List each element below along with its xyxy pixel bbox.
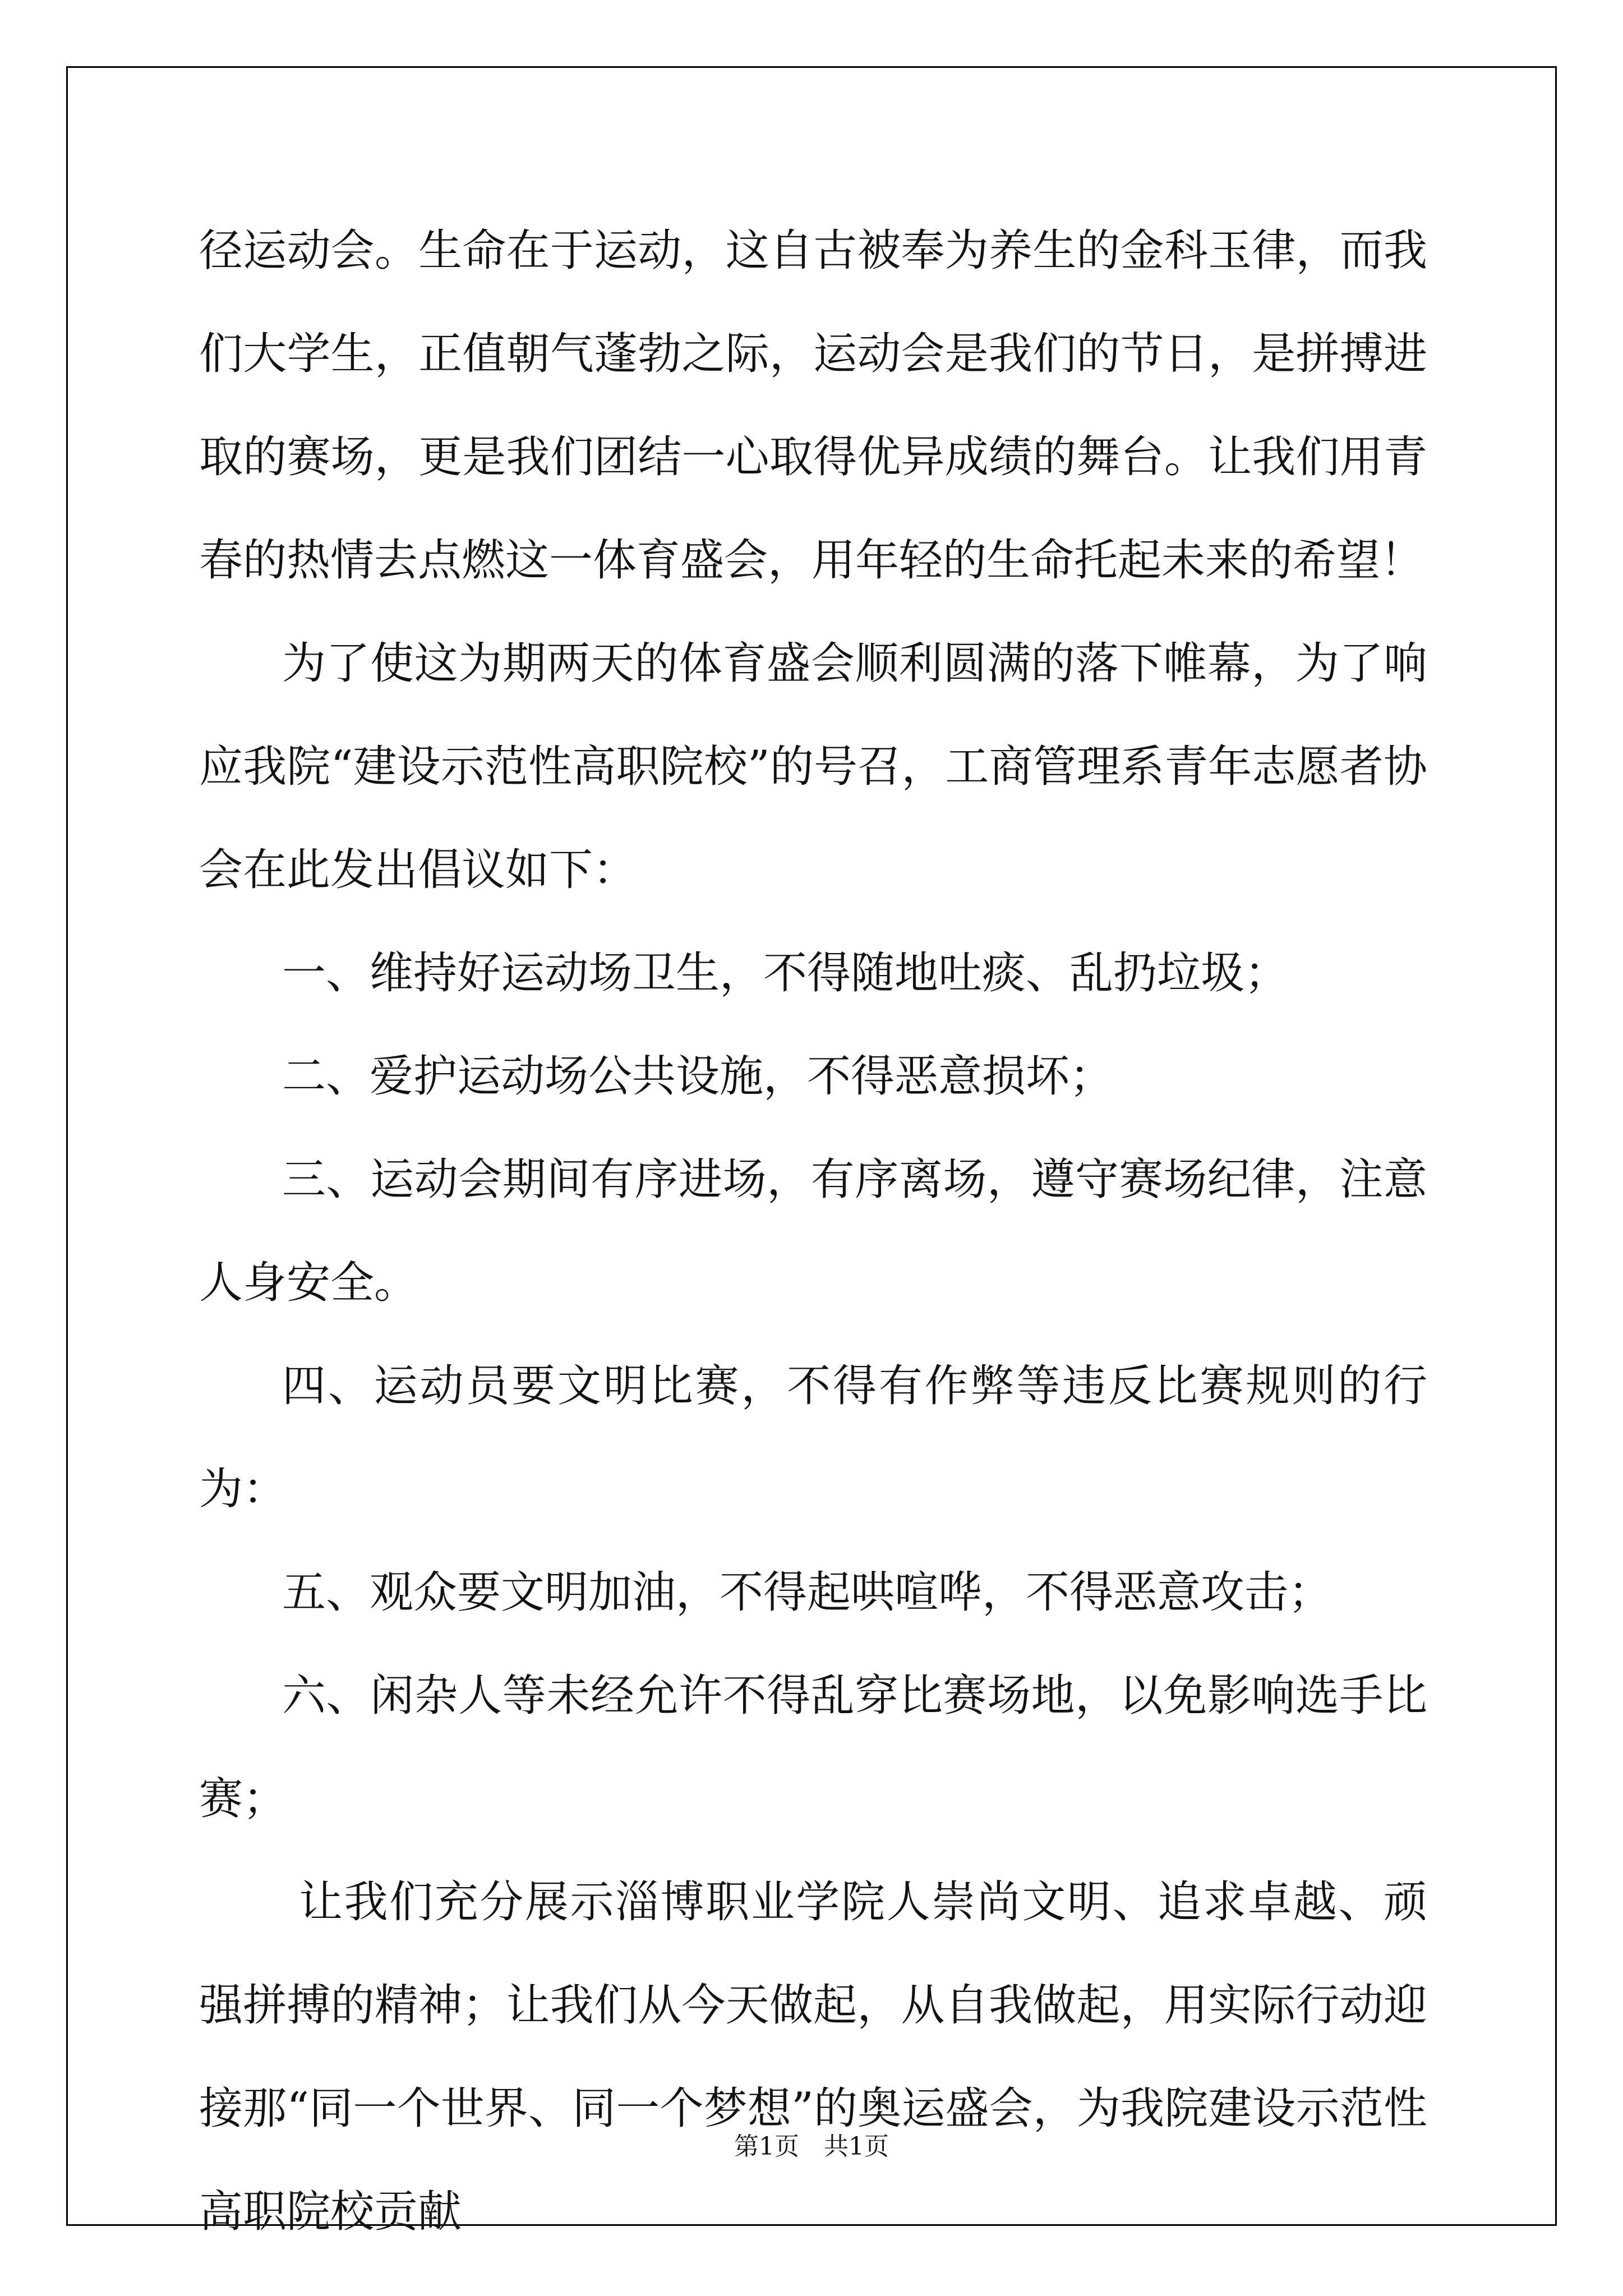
paragraph-closing: 让我们充分展示淄博职业学院人崇尚文明、追求卓越、顽强拼搏的精神；让我们从今天做起，从自我做起，用实际行动迎接那“同一个世界、同一个梦想”的奥运盛会，为我院建设示范性高职院校贡献 [199,1877,1427,2237]
proposal-item-4: 四、运动员要文明比赛，不得有作弊等违反比赛规则的行为： [199,1361,1427,1515]
paragraph-opening-continuation: 径运动会。生命在于运动，这自古被奉为养生的金科玉律，而我们大学生，正值朝气蓬勃之际，运动会是我们的节日，是拼搏进取的赛场，更是我们团结一心取得优异成绩的舞台。让我们用青春的热情去点燃这一体育盛会，用年轻的生命托起未来的希望！ [199,226,1427,586]
proposal-item-6: 六、闲杂人等未经允许不得乱穿比赛场地，以免影响选手比赛； [199,1671,1427,1824]
paragraph-proposal-intro: 为了使这为期两天的体育盛会顺利圆满的落下帷幕，为了响应我院“建设示范性高职院校”的号召，工商管理系青年志愿者协会在此发出倡议如下： [199,638,1427,895]
proposal-item-1: 一、维持好运动场卫生，不得随地吐痰、乱扔垃圾； [282,948,1289,999]
document-body [199,199,1427,2263]
proposal-item-5: 五、观众要文明加油，不得起哄喧哗，不得恶意攻击； [282,1567,1332,1618]
proposal-item-3: 三、运动会期间有序进场，有序离场，遵守赛场纪律，注意人身安全。 [199,1154,1427,1308]
page-number-footer: 第1页 共1页 [734,2132,889,2161]
proposal-item-2: 二、爱护运动场公共设施，不得恶意损坏； [282,1051,1114,1102]
